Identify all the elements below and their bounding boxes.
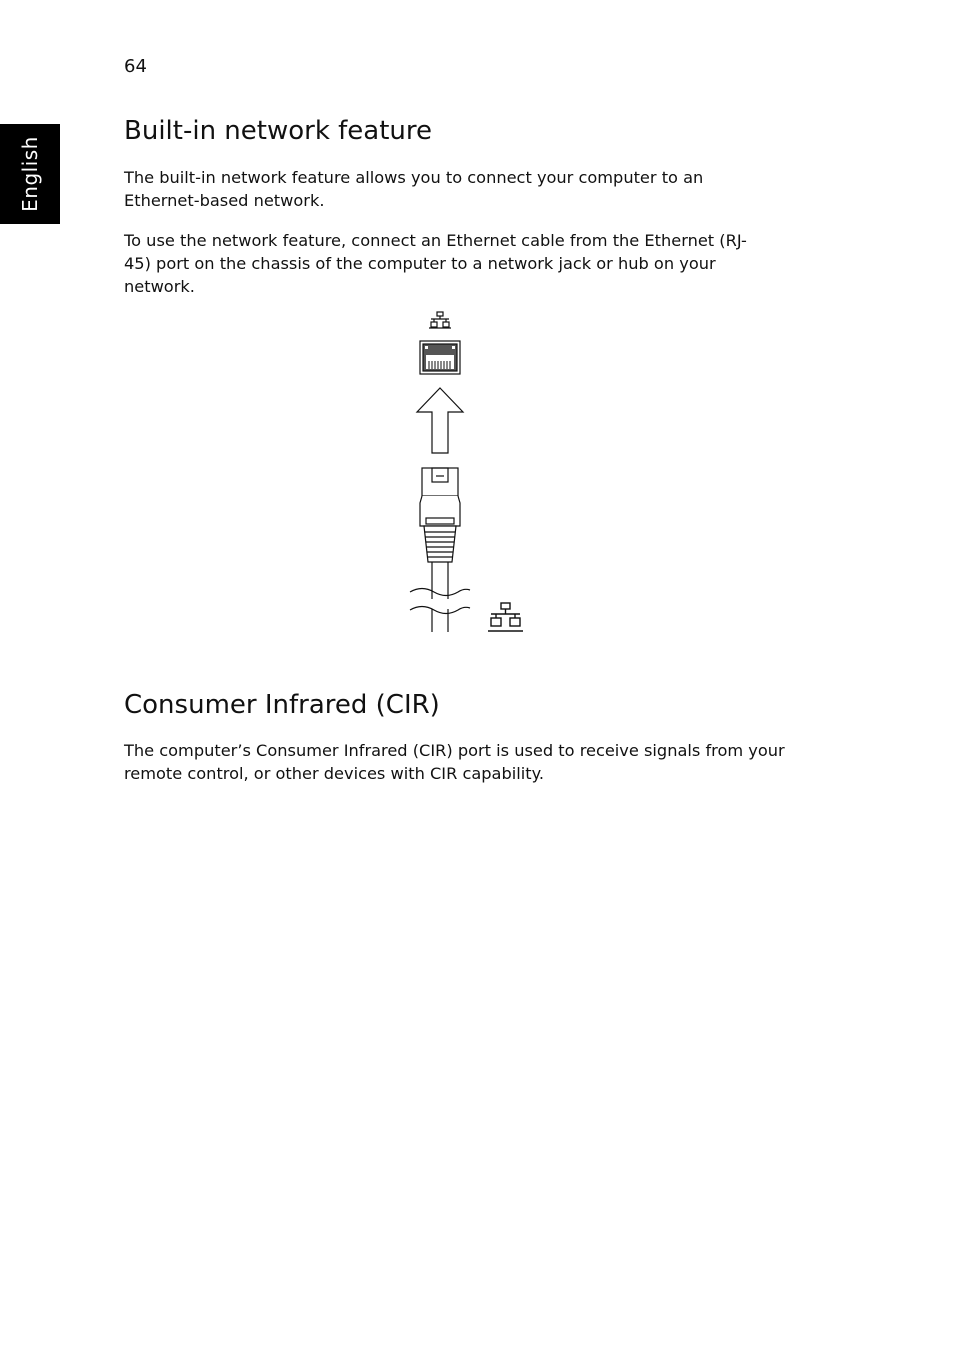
network-paragraph-2: To use the network feature, connect an Ethernet cable from the Ethernet (RJ-45) port on the chassis of the computer to a network jack or hub on your network. <box>124 231 747 296</box>
up-arrow-icon <box>417 388 463 453</box>
network-paragraph-1: The built-in network feature allows you to connect your computer to an Ethernet-based network. <box>124 168 704 210</box>
page-number: 64 <box>124 56 147 77</box>
language-tab-label: English <box>18 136 42 212</box>
rj45-plug-icon <box>420 468 460 562</box>
ethernet-connection-figure <box>400 306 540 636</box>
cable-icon <box>410 562 470 632</box>
section-heading-cir: Consumer Infrared (CIR) <box>124 690 440 720</box>
language-tab <box>0 124 60 224</box>
network-icon <box>488 603 523 631</box>
section-heading-network: Built-in network feature <box>124 116 433 146</box>
cir-paragraph: The computer’s Consumer Infrared (CIR) port is used to receive signals from your remote control, or other devices with CIR capability. <box>124 741 785 783</box>
rj45-port-icon <box>420 341 460 374</box>
network-icon <box>429 312 451 328</box>
